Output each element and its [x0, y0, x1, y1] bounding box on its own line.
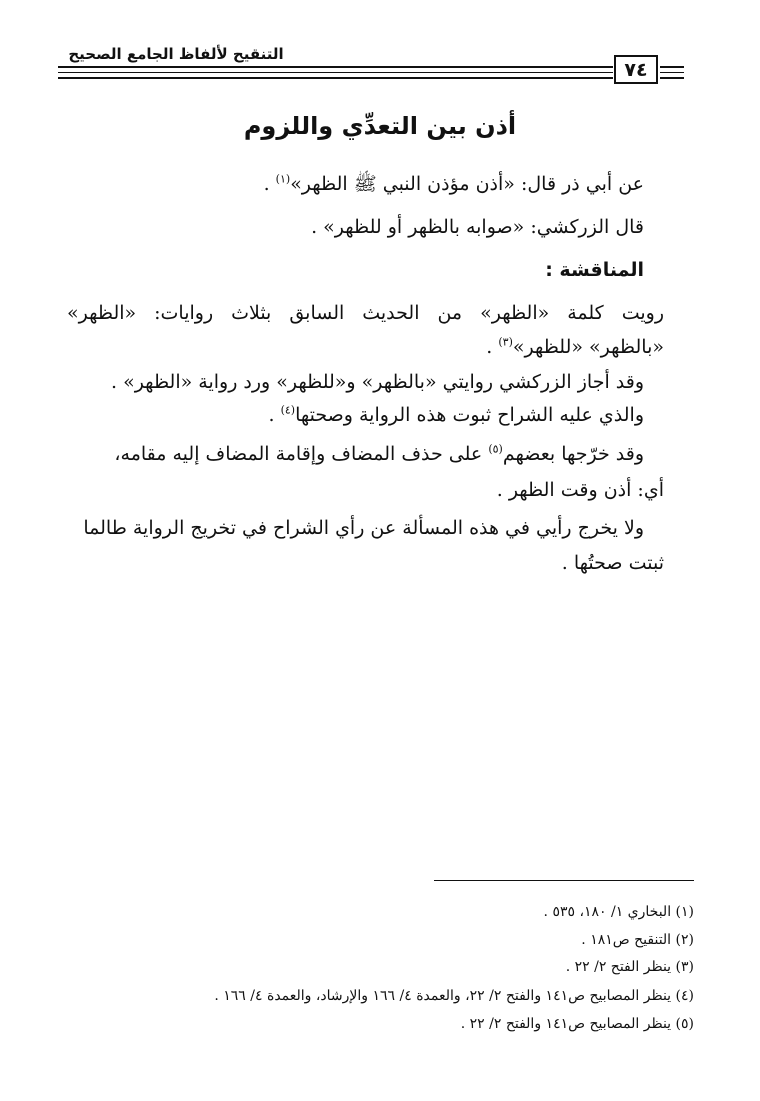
- body-line-9: [64, 476, 664, 504]
- running-book-title: التنقيح لألفاظ الجامع الصحيح: [68, 45, 284, 63]
- body-line-2: [44, 213, 644, 241]
- header-rule-bottom: [58, 77, 613, 79]
- header-stub-middle: [660, 72, 684, 73]
- line-text: وقد خرّجها بعضهم: [502, 443, 644, 465]
- footnote-4: (٤) ينظر المصابيح ص١٤١ والفتح ٢/ ٢٢، والعمدة ٤/ ١٦٦ والإرشاد، والعمدة ٤/ ١٦٦ .: [214, 988, 694, 1004]
- footnote-ref-1: (١): [275, 172, 291, 186]
- footnote-ref-3: (٣): [498, 335, 513, 349]
- body-line-7: [44, 401, 644, 429]
- header-stub-bottom: [660, 77, 684, 79]
- line-text: ولا يخرج رأيي في هذه المسألة عن رأي الشراح في تخريج الرواية طالما: [83, 517, 644, 539]
- line-end: على حذف المضاف وإقامة المضاف إليه مقامه،: [114, 443, 489, 465]
- line-text: رويت كلمة «الظهر» من الحديث السابق بثلاث روايات: «الظهر»: [67, 302, 664, 324]
- body-line-5: [64, 333, 664, 361]
- body-line-6: [44, 368, 644, 396]
- line-text: عن أبي ذر قال: «أذن مؤذن النبي ﷺ الظهر»: [290, 173, 644, 195]
- body-line-10: [44, 514, 644, 542]
- page-number-box: [614, 55, 658, 84]
- footnote-separator: [434, 880, 694, 881]
- footnote-ref-4: (٤): [280, 403, 296, 417]
- line-text: «بالظهر» «للظهر»: [512, 336, 664, 358]
- line-end: .: [486, 336, 499, 358]
- header-rule-middle: [58, 72, 613, 73]
- footnote-5: (٥) ينظر المصابيح ص١٤١ والفتح ٢/ ٢٢ .: [460, 1016, 694, 1032]
- header-rule-top: [58, 66, 613, 68]
- footnote-2: (٢) التنقيح ص١٨١ .: [581, 932, 694, 948]
- footnote-3: (٣) ينظر الفتح ٢/ ٢٢ .: [565, 959, 694, 975]
- body-line-11: [64, 549, 664, 577]
- line-text: ثبتت صحتُها .: [561, 552, 664, 574]
- line-end: .: [263, 173, 276, 195]
- line-text: قال الزركشي: «صوابه بالظهر أو للظهر» .: [311, 216, 644, 238]
- line-text: وقد أجاز الزركشي روايتي «بالظهر» و«للظهر» ورد رواية «الظهر» .: [111, 371, 644, 393]
- footnote-ref-5: (٥): [488, 442, 503, 456]
- line-text: المناقشة :: [545, 259, 644, 281]
- header-stub-top: [660, 66, 684, 68]
- page-number: ٧٤: [624, 58, 648, 81]
- body-line-8: [44, 440, 644, 468]
- body-line-4: [67, 299, 664, 327]
- line-text: والذي عليه الشراح ثبوت هذه الرواية وصحتها: [295, 404, 644, 426]
- body-line-1: [44, 170, 644, 198]
- section-heading: أذن بين التعدِّي واللزوم: [243, 112, 517, 140]
- line-end: .: [268, 404, 281, 426]
- line-text: أي: أذن وقت الظهر .: [496, 479, 664, 501]
- footnote-1: (١) البخاري ١/ ١٨٠، ٥٣٥ .: [543, 904, 694, 920]
- discussion-subheading: [44, 256, 644, 284]
